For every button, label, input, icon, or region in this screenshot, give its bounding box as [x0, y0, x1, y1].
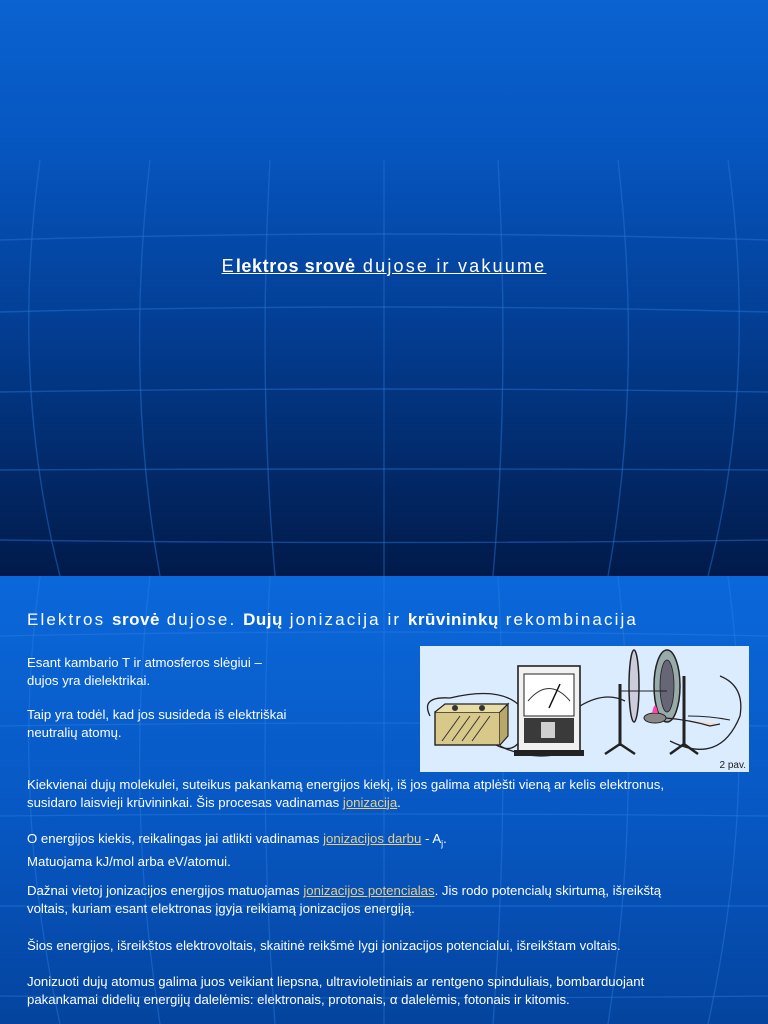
intro-text-2 — [27, 706, 286, 741]
title-initial: E — [221, 256, 236, 276]
text-seg: . Jis rodo potencialų skirtumą, išreikštą — [434, 883, 662, 898]
text-seg: - A — [421, 831, 442, 846]
text-seg: susidaro laisvieji krūvininkai. Šis procesas vadinamas — [27, 794, 343, 810]
intro-line: Esant kambario T ir atmosferos slėgiui – — [27, 655, 262, 670]
title-seg-bold: Dujų — [243, 610, 283, 629]
link-jonizacijos-potencialas[interactable]: jonizacijos potencialas — [303, 883, 435, 898]
intro-line: Taip yra todėl, kad jos susideda iš elektriškai — [27, 707, 287, 722]
title-seg: jonizacija ir — [282, 610, 408, 629]
ionization-apparatus-drawing — [420, 646, 749, 772]
text-line — [27, 830, 447, 853]
title-seg-bold: krūvininkų — [407, 610, 499, 629]
text-line: Matuojama kJ/mol arba eV/atomui. — [27, 854, 231, 870]
text-seg: . — [443, 831, 447, 846]
title-bold: lektros srovė — [235, 256, 356, 276]
title-seg: dujose. — [159, 610, 244, 629]
title-seg: Elektros — [27, 610, 113, 629]
text-seg: Dažnai vietoj jonizacijos energijos matuojamas — [27, 883, 304, 898]
text-seg: O energijos kiekis, reikalingas jai atlikti vadinamas — [27, 831, 324, 846]
apparatus-figure — [420, 646, 749, 772]
text-seg: . — [397, 794, 401, 810]
paragraph-ionization-methods — [27, 973, 644, 1008]
text-line: Šios energijos, išreikštos elektrovoltais, skaitinė reikšmė lygi jonizacijos potencialui, išreikštam voltais. — [27, 938, 621, 953]
paragraph-electronvolts — [27, 937, 621, 955]
text-line — [27, 882, 661, 900]
text-line: voltais, kuriam esant elektronas įgyja reikiamą jonizacijos energiją. — [27, 900, 415, 916]
paragraph-ionization — [27, 776, 664, 811]
text-line: Kiekvienai dujų molekulei, suteikus pakankamą energijos kiekį, iš jos galima atplėšti vieną ar kelis elektronus, — [27, 777, 664, 792]
slide-title — [27, 610, 638, 630]
title-seg: rekombinacija — [498, 610, 638, 629]
link-jonizacijos-darbu[interactable]: jonizacijos darbu — [323, 831, 422, 846]
intro-line: neutralių atomų. — [27, 724, 122, 740]
text-line: pakankamai didelių energijų dalelėmis: elektronais, protonais, α dalelėmis, fotonais ir kitomis. — [27, 991, 570, 1007]
figure-caption: 2 pav. — [719, 760, 746, 771]
intro-text — [27, 654, 262, 689]
text-line: Jonizuoti dujų atomus galima juos veikiant liepsna, ultravioletiniais ar rentgeno spinduliais, bombarduojant — [27, 974, 645, 989]
slide-title — [0, 256, 768, 277]
title-rest: dujose ir vakuume — [355, 256, 547, 276]
link-jonizacija[interactable]: jonizacija — [342, 794, 398, 810]
subscript: j — [441, 838, 444, 849]
text-line — [27, 794, 664, 812]
title-seg-bold: srovė — [112, 610, 160, 629]
paragraph-ionization-potential — [27, 882, 661, 917]
content-slide — [0, 576, 768, 1024]
paragraph-ionization-work — [27, 830, 447, 871]
intro-line: dujos yra dielektrikai. — [27, 672, 151, 688]
